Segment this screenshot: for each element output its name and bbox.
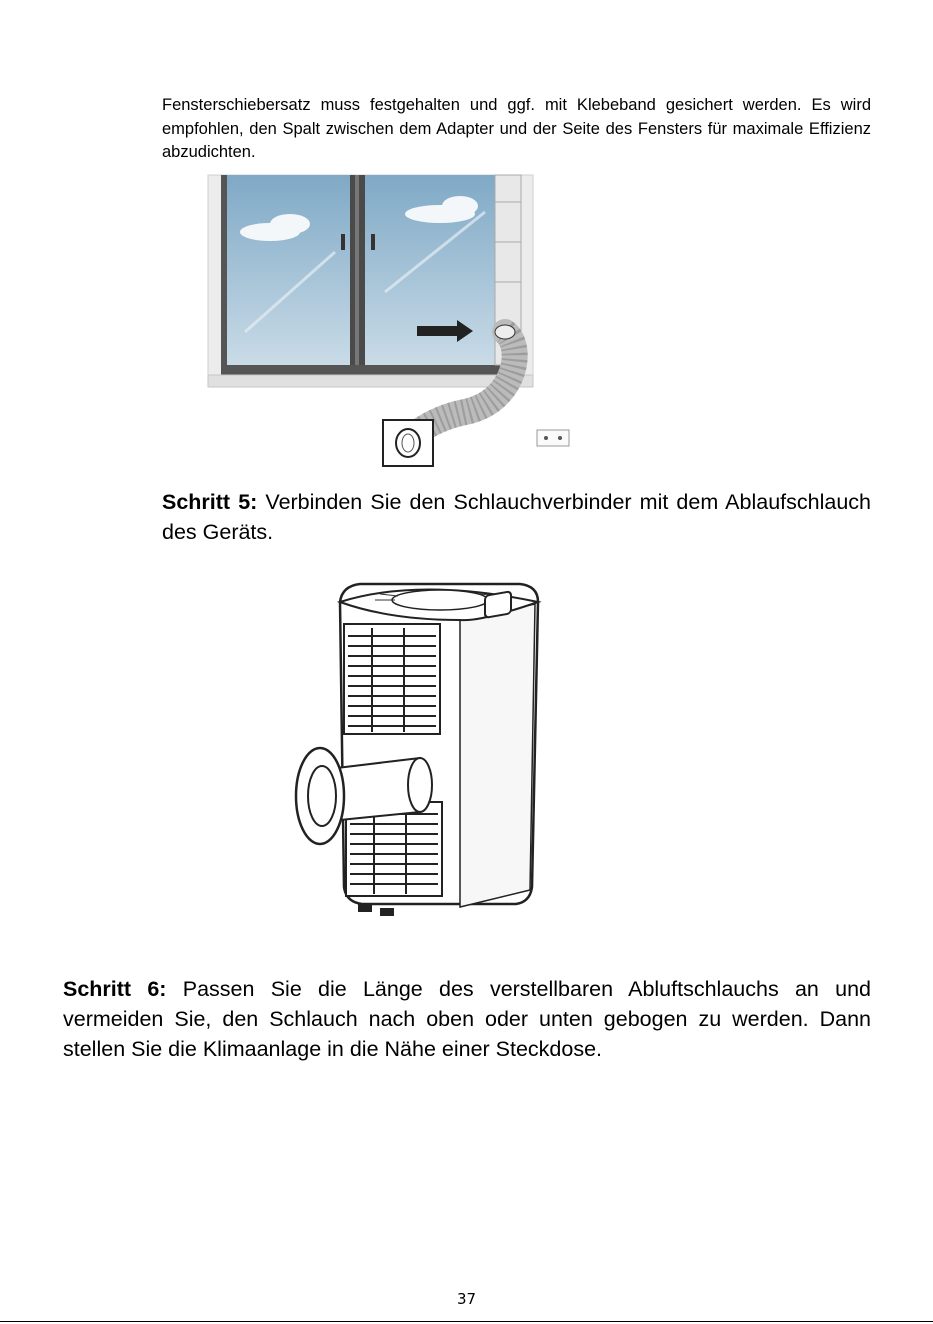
step-6-paragraph <box>63 974 871 1064</box>
window-hose-illustration <box>205 172 575 472</box>
intro-paragraph: Fensterschiebersatz muss festgehalten und ggf. mit Klebeband gesichert werden. Es wird empfohlen, den Spalt zwischen dem Adapter und der Seite des Fensters für maximale Effizienz abzudichten. <box>162 96 871 161</box>
page-number: 37 <box>456 1290 477 1308</box>
step-5-text: Verbinden Sie den Schlauchverbinder mit dem Ablaufschlauch des Geräts. <box>162 490 871 544</box>
air-conditioner-illustration <box>280 572 550 944</box>
bottom-rule <box>0 1321 933 1322</box>
step-5-paragraph <box>162 487 871 547</box>
step-6-label: Schritt 6: <box>63 977 167 1001</box>
step-5-label: Schritt 5: <box>162 490 258 514</box>
step-6-text: Passen Sie die Länge des verstellbaren Abluftschlauchs an und vermeiden Sie, den Schlauch nach oben oder unten gebogen zu werden. Dann stellen Sie die Klimaanlage in die Nähe einer Steckdose. <box>63 977 871 1061</box>
